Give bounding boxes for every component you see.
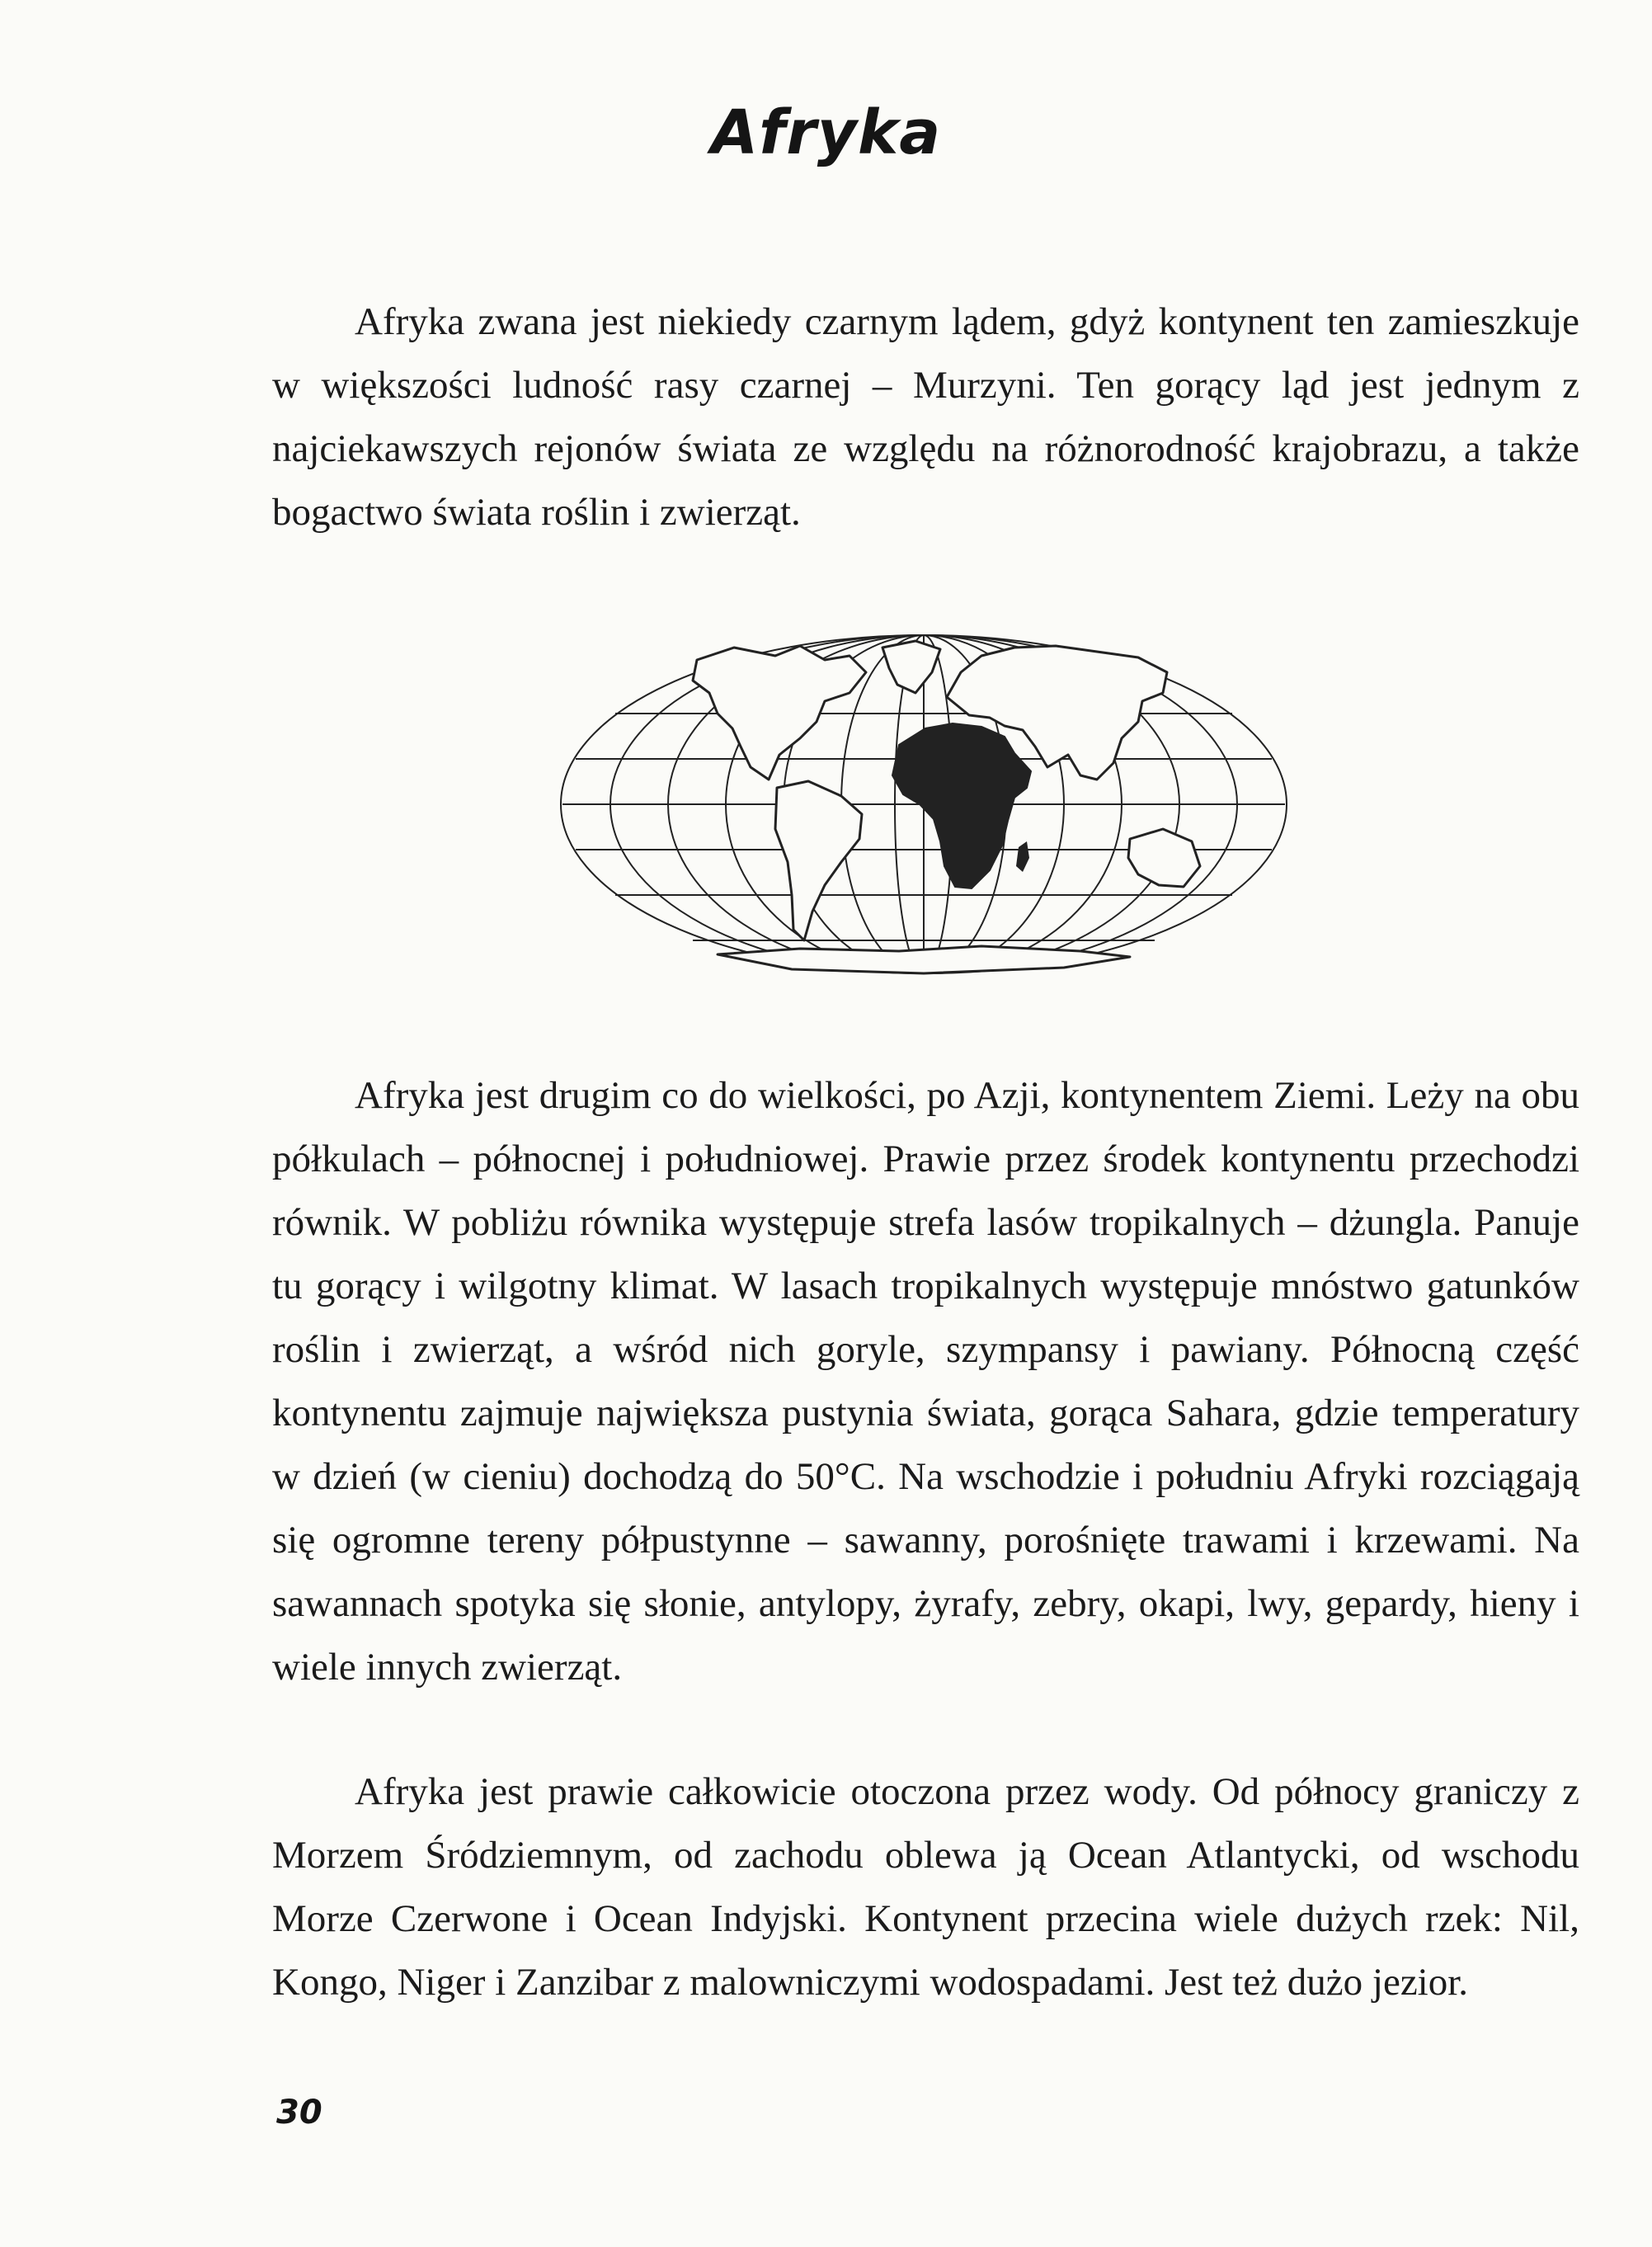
paragraph-waters-text: Afryka jest prawie całkowicie otoczona przez wody. Od północy graniczy z Morzem Śródziemnym, od zachodu oblewa ją Ocean Atlantycki, od wschodu Morze Czerwone i Ocean Indyjski. Kontynent przecina wiele dużych rzek: Nil, Kongo, Niger i Zanzibar z malowniczymi wodospadami. Jest też dużo jezior. xyxy=(272,1770,1579,2004)
world-map-illustration xyxy=(553,623,1295,994)
paragraph-intro-text: Afryka zwana jest niekiedy czarnym lądem, gdyż kontynent ten zamieszkuje w większości ludność rasy czarnej – Murzyni. Ten gorący ląd jest jednym z najciekawszych rejonów świata ze względu na różnorodność krajobrazu, a także bogactwo świata roślin i zwierząt. xyxy=(272,300,1579,534)
paragraph-geography-text: Afryka jest drugim co do wielkości, po Azji, kontynentem Ziemi. Leży na obu półkulach – północnej i południowej. Prawie przez środek kontynentu przechodzi równik. W pobliżu równika występuje strefa lasów tropikalnych – dżungla. Panuje tu gorący i wilgotny klimat. W lasach tropikalnych występuje mnóstwo gatunków roślin i zwierząt, a wśród nich goryle, szympansy i pawiany. Północną część kontynentu zajmuje największa pustynia świata, gorąca Sahara, gdzie temperatury w dzień (w cieniu) dochodzą do 50°C. Na wschodzie i południu Afryki rozciągają się ogromne tereny półpustynne – sawanny, porośnięte trawami i krzewami. Na sawannach spotyka się słonie, antylopy, żyrafy, zebry, okapi, lwy, gepardy, hieny i wiele innych zwierząt. xyxy=(272,1074,1579,1689)
africa-highlighted-shape xyxy=(892,723,1031,888)
madagascar-shape xyxy=(1016,841,1029,872)
page-number: 30 xyxy=(276,2094,322,2132)
paragraph-geography xyxy=(272,1064,1579,1699)
paragraph-intro xyxy=(272,290,1579,544)
paragraph-waters xyxy=(272,1760,1579,2014)
australia-shape xyxy=(1128,829,1200,887)
page-title: Afryka xyxy=(710,97,942,168)
greenland-shape xyxy=(882,641,940,693)
antarctica-shape xyxy=(718,946,1130,973)
